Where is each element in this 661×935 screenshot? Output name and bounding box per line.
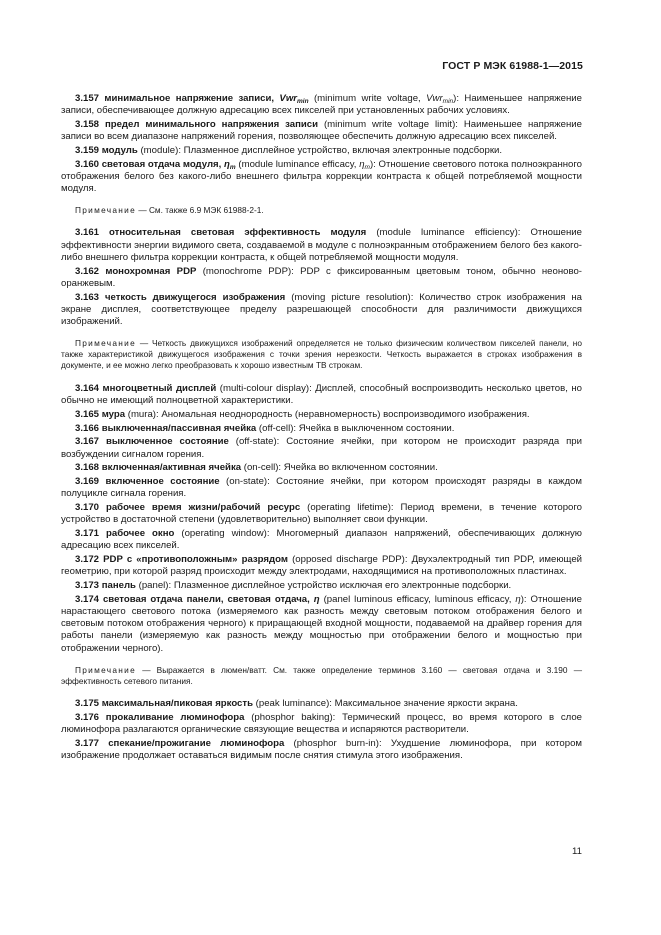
note-3 <box>61 665 582 688</box>
symbol-subscript: min <box>297 98 309 105</box>
entry-3-165 <box>61 409 582 421</box>
entry-term: включенное состояние <box>105 476 220 488</box>
entry-number: 3.163 <box>75 291 100 303</box>
entry-text: (phosphor baking): Термический процесс, во время которого в слое люминофора разлагаются органические связующие вещества и испаряются растворители. <box>61 712 582 736</box>
entry-text: (operating lifetime): Период времени, в течение которого устройство в достаточной степени (удовлетворительно) выполняет свои функции. <box>61 502 583 526</box>
entry-number: 3.158 <box>75 118 100 130</box>
note-1 <box>61 205 582 216</box>
entry-3-163 <box>61 292 582 328</box>
entry-3-174 <box>61 594 582 654</box>
entry-text: (moving picture resolution): Количество строк изображения на экране дисплея, соответствующее пределу разрешающей способности для различимости движущихся изображений. <box>61 291 583 327</box>
entry-3-168 <box>61 462 582 474</box>
entry-term: световая отдача панели, световая отдача, <box>102 594 310 606</box>
entry-3-175 <box>61 698 582 710</box>
symbol-subscript: m <box>364 163 370 171</box>
entry-3-160 <box>61 159 582 195</box>
entry-term: модуль <box>101 144 138 156</box>
entry-term: минимальное напряжение записи, <box>104 93 275 104</box>
entry-number: 3.168 <box>75 462 100 474</box>
entry-text: (on-cell): Ячейка во включенном состоянии. <box>243 462 438 474</box>
note-label: Примечание <box>75 205 137 216</box>
entry-3-167 <box>61 436 582 460</box>
entry-text: (module): Плазменное дисплейное устройство, включая электронные подсборки. <box>140 144 503 156</box>
entry-number: 3.167 <box>75 436 100 448</box>
entry-term: рабочее окно <box>106 528 175 540</box>
entry-3-161 <box>61 227 582 263</box>
entry-text: (phosphor burn-in): Ухудшение люминофора, при котором изображение продолжает оставаться видимым после снятия стимула этого изображения. <box>61 738 583 762</box>
entry-term: выключенное состояние <box>105 436 229 448</box>
entry-3-170 <box>61 502 582 526</box>
entry-term: максимальная/пиковая яркость <box>101 698 253 710</box>
symbol: Vwr <box>426 93 443 104</box>
entry-term: многоцветный дисплей <box>102 382 217 394</box>
entry-text: (multi-colour display): Дисплей, способный воспроизводить несколько цветов, но обычно не имеющий полноцветной характеристики. <box>61 382 582 406</box>
symbol-subscript: m <box>229 163 236 171</box>
symbol: η <box>224 158 230 170</box>
symbol-subscript: min <box>442 98 454 105</box>
entry-3-164 <box>61 383 582 407</box>
entry-number: 3.166 <box>75 422 100 434</box>
entry-text: ): Наименьшее напряжение записи, обеспечивающее должную адресацию всех пикселей при установленных рабочих условиях. <box>61 93 582 117</box>
entry-term: четкость движущегося изображения <box>104 291 286 303</box>
entry-3-166 <box>61 423 582 435</box>
entry-text: ): Отношение нарастающего светового потока (измеряемого как разность между световым потоком отображения белого и световым потоком отображения черного) к приращающей входной мощности, подаваемой на драйвер горения для работы панели (измеряемую как разность между мощностью при отображении белого и мощностью при отображении черного). <box>61 594 583 654</box>
entry-text: (off-state): Состояние ячейки, при котором не происходит разряда при возбуждении сигналом горения. <box>61 436 582 460</box>
entry-number: 3.176 <box>75 712 100 724</box>
entry-number: 3.173 <box>75 580 100 592</box>
symbol: Vwr <box>279 93 298 104</box>
entry-number: 3.157 <box>75 93 100 104</box>
symbol: η <box>359 158 365 170</box>
symbol: η <box>313 594 320 606</box>
entry-number: 3.172 <box>75 554 100 566</box>
entry-number: 3.164 <box>75 382 100 394</box>
document-body <box>61 93 582 764</box>
entry-term: прокаливание люминофора <box>105 712 245 724</box>
entry-3-157 <box>61 93 582 117</box>
entry-number: 3.165 <box>75 408 100 420</box>
entry-text: (operating window): Многомерный диапазон напряжений, обеспечивающих должную адресацию всех пикселей. <box>61 528 583 552</box>
entry-3-169 <box>61 476 582 500</box>
note-label: Примечание <box>75 337 137 348</box>
note-label: Примечание <box>75 664 137 675</box>
entry-number: 3.170 <box>75 502 100 514</box>
entry-term: выключенная/пассивная ячейка <box>101 422 257 434</box>
symbol: η <box>515 594 521 606</box>
entry-term: рабочее время жизни/рабочий ресурс <box>105 502 301 514</box>
entry-number: 3.162 <box>75 265 100 277</box>
entry-text: (off-cell): Ячейка в выключенном состоянии. <box>258 422 455 434</box>
entry-text: (panel): Плазменное дисплейное устройство исключая его электронные подсборки. <box>138 580 512 592</box>
entry-3-171 <box>61 528 582 552</box>
page-number: 11 <box>572 846 582 857</box>
note-text: — Выражается в люмен/ватт. См. также определение терминов 3.160 — световая отдача и 3.190 — эффективность сетевого питания. <box>61 664 582 686</box>
entry-term: мура <box>101 408 126 420</box>
entry-3-176 <box>61 712 582 736</box>
entry-text: (on-state): Состояние ячейки, при котором происходят разряды в каждом полуцикле сигнала горения. <box>61 476 582 500</box>
note-text: — Четкость движущихся изображений определяется не только физическим количеством пикселей панели, но также характеристикой движущегося изображения с точки зрения нерезкости. Четкость выражается в строках изображения в документе, и ее можно легко преобразовать к хорошо известным ТВ строкам. <box>61 337 582 371</box>
note-text: — См. также 6.9 МЭК 61988-2-1. <box>136 205 264 216</box>
entry-number: 3.174 <box>75 594 100 606</box>
entry-term: световая отдача модуля, <box>101 158 222 170</box>
entry-number: 3.161 <box>75 227 100 239</box>
entry-number: 3.160 <box>75 158 100 170</box>
entry-term: относительная световая эффективность модуля <box>109 227 367 239</box>
entry-text: ): Отношение светового потока полноэкранного отображения белого без какого-либо внешнего фильтра коррекции контраста к общей потребляемой мощности модуля. <box>61 158 583 195</box>
entry-3-162 <box>61 266 582 290</box>
entry-term: PDP с «противоположным» разрядом <box>103 554 288 566</box>
entry-3-159 <box>61 145 582 157</box>
entry-3-173 <box>61 580 582 592</box>
entry-number: 3.175 <box>75 698 100 710</box>
entry-text: (peak luminance): Максимальное значение яркости экрана. <box>255 698 518 710</box>
document-code: ГОСТ Р МЭК 61988-1—2015 <box>442 60 583 72</box>
entry-text: (panel luminous efficacy, luminous efficacy, <box>323 594 512 606</box>
entry-text: (opposed discharge PDP): Двухэлектродный тип PDP, имеющей геометрию, при которой разряд происходит между электродами, находящимися на противоположных пластинах. <box>61 554 583 578</box>
entry-term: спекание/прожигание люминофора <box>108 738 285 750</box>
entry-number: 3.171 <box>75 528 100 540</box>
entry-text: (minimum write voltage limit): Наименьшее напряжение записи во всем диапазоне напряжений горения, позволяющее обеспечить должную адресацию всех пикселей. <box>61 118 582 143</box>
entry-text: (minimum write voltage, <box>313 93 421 104</box>
entry-number: 3.159 <box>75 144 100 156</box>
entry-3-177 <box>61 738 582 762</box>
entry-3-158 <box>61 119 582 143</box>
entry-3-172 <box>61 554 582 578</box>
entry-text: (module luminance efficacy, <box>238 158 357 170</box>
entry-text: (mura): Аномальная неоднородность (неравномерность) воспроизводимого изображения. <box>127 408 530 420</box>
entry-text: (module luminance efficiency): Отношение эффективности энергии видимого света, создаваемой в модуле с полноэкранным отображением белого без какого-либо внешнего фильтра коррекции контраста, к общей потребляемой мощности модуля. <box>61 227 582 263</box>
entry-term: предел минимального напряжения записи <box>104 118 319 130</box>
note-2 <box>61 338 582 372</box>
entry-term: панель <box>101 580 136 592</box>
entry-number: 3.177 <box>75 738 100 750</box>
entry-number: 3.169 <box>75 476 100 488</box>
entry-text: (monochrome PDP): PDP с фиксированным цветовым тоном, обычно неоново-оранжевым. <box>61 265 582 289</box>
entry-term: монохромная PDP <box>105 265 197 277</box>
entry-term: включенная/активная ячейка <box>101 462 242 474</box>
